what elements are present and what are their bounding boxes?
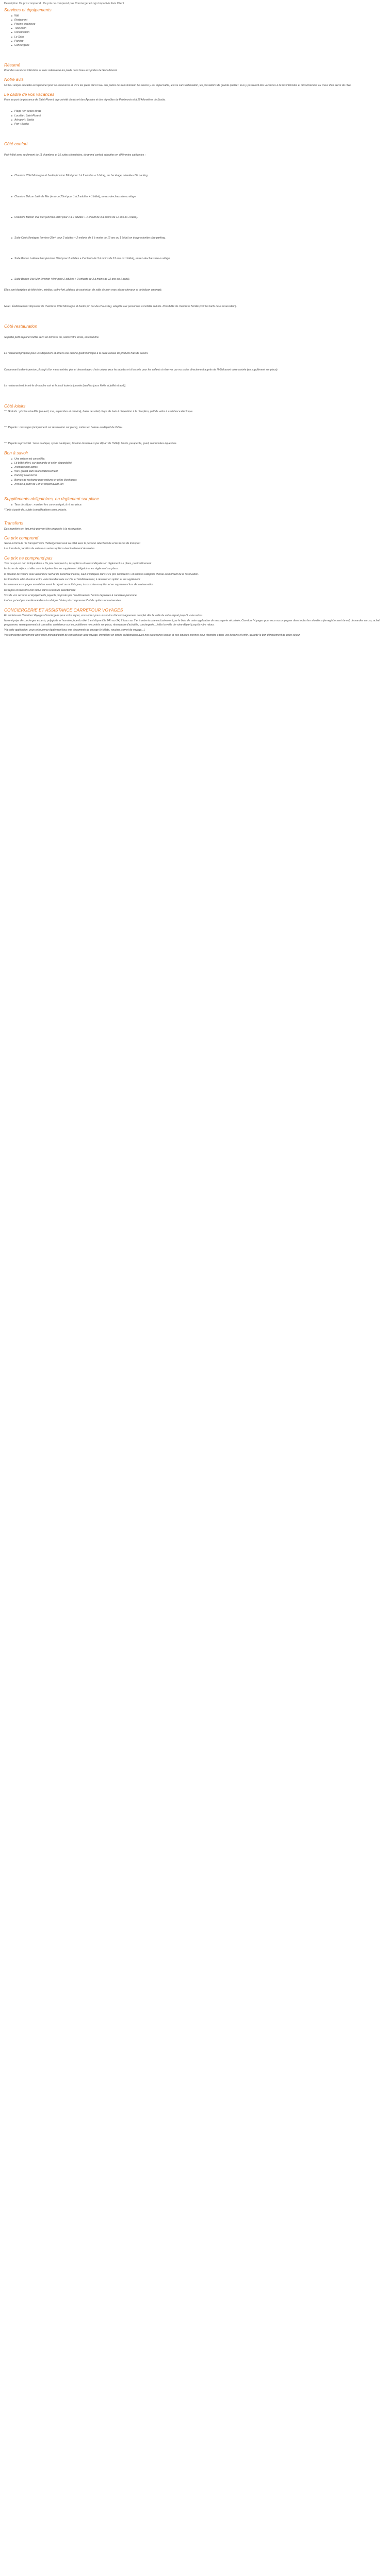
- chambre-item: Chambre Côté Montagne et Jardin (environ 20m² pour 1 à 2 adultes + 1 bébé), au 1er étage, orientée côté parking.: [11, 174, 387, 178]
- prix-comprend-text-1: Selon la formule : le transport vers l’hébergement veut ou billet avec la pension sélectionnée et les taxes de transport: [4, 541, 140, 545]
- confort-text: Petit hôtel avec seulement de 11 chambres et 15 suites climatisées, de grand confort, réparties en différentes catégories :: [4, 154, 145, 157]
- suite-item: Suite Côté Montagne (environ 28m² pour 2 adultes + 2 enfants de 3 à moins de 12 ans ou 1 bébé) en étage orientée côté parking.: [11, 236, 387, 240]
- resume-text: Pour des vacances intimistes et sans ostentation les pieds dans l’eau aux portes de Saint-Florent: [4, 69, 118, 73]
- supplements-heading: Suppléments obligatoires, en règlement sur place: [4, 496, 99, 501]
- supplements-list: [11, 503, 387, 507]
- prix-comprend-text-2: Les transferts, location de voiture ou autres options éventuellement réservées.: [4, 547, 95, 551]
- supplements-note: *Tarifs à partir de, sujets à modifications sans préavis.: [4, 509, 67, 512]
- notre-avis-heading: Notre avis: [4, 77, 24, 82]
- chambre-item: Chambre Balcon Vue Mer (environ 20m² pour 1 à 2 adultes + 1 enfant de 3 à moins de 12 ans ou 1 bébé).: [11, 215, 387, 219]
- service-item: Restaurant: [11, 18, 387, 22]
- cadre-heading: Le cadre de vos vacances: [4, 91, 55, 97]
- bon-a-savoir-item: Lit bébé offert, sur demande et selon disponibilité: [11, 461, 387, 465]
- prix-ne-comprend-text-3: la location de voiture avec assurance rachat de franchise incluse, sauf si indiquée dans « ce prix comprend » et selon la catégorie choisie au moment de la réservation.: [4, 572, 199, 576]
- bon-a-savoir-item: Bornes de recharge pour voitures et vélos électriques: [11, 478, 387, 482]
- bon-a-savoir-item: WIFI gratuit dans tout l’établissement: [11, 469, 387, 473]
- prix-ne-comprend-text-5: les assurances voyages annulation avant le départ ou multirisques, à souscrire en option et en supplément lors de la réservation.: [4, 583, 154, 587]
- service-item: Le Salut: [11, 35, 387, 39]
- chambre-list-1: [11, 174, 387, 178]
- conciergerie-text-4: Vos concierge deviennent ainsi votre principal point de contact tout votre voyage, travaillant en étroite collaboration avec nos partenaires locaux et nos équipes internes pour répondre à tous vos besoins et enfin, garantir le bon déroulement de votre séjour.: [4, 634, 301, 637]
- resto-text-2: Le restaurant propose pour vos déjeuners et dîners une cuisine gastronomique à la carte à base de produits frais de saison.: [4, 352, 149, 355]
- prix-ne-comprend-text-1: Tout ce qui est non indiqué dans « Ce prix comprend », les options et taxes indiquées en règlement sur place, particulièrement: [4, 562, 152, 565]
- bon-a-savoir-item: Animaux non admis: [11, 465, 387, 469]
- prix-ne-comprend-text-2: les taxes de séjour, si elles sont indiquées être en supplément obligatoires en règlement sur place.: [4, 567, 119, 571]
- chambre-list-3: [11, 215, 387, 219]
- service-item: Télévision: [11, 26, 387, 30]
- suite-list-1: [11, 236, 387, 240]
- cadre-item: Aéroport : Bastia: [11, 118, 387, 122]
- transferts-heading: Transferts: [4, 520, 24, 526]
- supplement-item: Taxe de séjour : montant lors communiqué, à ré sur place.: [11, 503, 387, 507]
- chambre-item: Chambre Balcon Latérale Mer (environ 20m² pour 1 à 2 adultes + 1 bébé), en rez-de-chaussée ou étage.: [11, 195, 387, 199]
- breadcrumb-intro: Description Ce prix comprend : Ce prix ne comprend pas Conciergerie Logo Impadivie Avis Client: [4, 2, 124, 5]
- prix-ne-comprend-text-8: tout ce qui est pas mentionné dans la rubrique “Votre prix comprennent” et de options non réservées: [4, 599, 121, 603]
- loisirs-text-2: *** Payants : massages (uniquement sur réservation sur place), sorties en bateau au départ de l’hôtel.: [4, 426, 123, 430]
- service-item: Conciergerie: [11, 43, 387, 47]
- resto-text-4: Le restaurant est fermé le dimanche soir et le lundi toute la journée (sauf les jours fériés et juillet et août).: [4, 384, 126, 388]
- notre-avis-text: Un lieu unique au cadre exceptionnel pour se ressourcer et vivre les pieds dans l’eau aux portes de Saint-Florent. Le service y est impeccable, le luxe sans ostentation, les prestations de grande qualité : tous y passeront des vacances à la fois intimistes et décontractées au creux d’un décor de rêve.: [4, 83, 352, 87]
- suite-list-2: [11, 257, 387, 261]
- prix-ne-comprend-text-7: Vos de vos services et équipements payants proposés par l’établissement hormis dépenses à caractère personnel: [4, 594, 137, 598]
- cadre-item: Plage : en accès direct: [11, 109, 387, 113]
- services-heading: Services et équipements: [4, 7, 52, 12]
- loisirs-text-3: *** Payants à proximité : base nautique, sports nautiques, location de bateaux (au départ de l’hôtel), tennis, parapente, quad, randonnées équestres.: [4, 442, 177, 446]
- bon-a-savoir-item: Une voiture est conseillée.: [11, 457, 387, 461]
- service-item: Parking: [11, 39, 387, 43]
- bon-a-savoir-item: Parking privé fermé: [11, 473, 387, 478]
- resto-text-3: Concernant la demi-pension, il s’agit d’un menu entrée, plat et dessert avec choix unique pour les adultes et à la carte pour les enfants à réserver par vos soins directement auprès de l’hôtel avant votre arrivée (en supplément sur place).: [4, 368, 279, 371]
- transferts-text: Des transferts en taxi privé peuvent être proposés à la réservation.: [4, 527, 82, 531]
- prix-ne-comprend-text-6: les repas et boissons non inclus dans la formule sélectionnée: [4, 588, 76, 592]
- suite-item: Suite Balcon Vue Mer (environ 40m² pour 2 adultes + 3 enfants de 3 à moins de 12 ans ou 1 bébé).: [11, 277, 387, 281]
- conciergerie-text-2: Notre équipe de concierges experts, polyglotte et humaine joue du rôle! 1 est disponible 24h sur 24, 7 jours sur 7 et à votre écoute exclusivement par le biais de notre application de messagerie sécurisée, Carrefour Voyages pour vous accompagner dans toutes les situations (enregistrement de vol, demandes en cas, achat programme, renseignements à connaître, assistance sur les problèmes rencontrés sur place, réservation d’activités, conciergerie,...) dès la veille de votre départ jusqu’à votre retour.: [4, 619, 380, 626]
- resto-text-1: Superbe petit déjeuner buffet servi en terrasse ou, selon votre envie, en chambre.: [4, 336, 100, 340]
- conciergerie-heading: CONCIERGERIE ET ASSISTANCE CARREFOUR VOYAGES: [4, 607, 123, 613]
- suite-list-3: [11, 277, 387, 281]
- cadre-item: Port : Bastia: [11, 122, 387, 126]
- prix-ne-comprend-text-4: les transferts aller et retour entre votre lieu d’arrivée sur l’île et l’établissement, à réserver en option et en supplément: [4, 578, 140, 581]
- bon-a-savoir-heading: Bon à savoir: [4, 450, 28, 455]
- bon-a-savoir-list: [11, 457, 387, 486]
- prix-ne-comprend-heading: Ce prix ne comprend pas: [4, 555, 53, 561]
- service-item: Piscine extérieure: [11, 22, 387, 26]
- cadre-item: Localité : Saint-Florent: [11, 114, 387, 118]
- confort-note: Note : Établissement disposant de chambres Côté Montagne et Jardin (en rez-de-chaussée), adaptée aux personnes à mobilité réduite. Possibilité de chambres famille (voir les tarifs de la réservation).: [4, 304, 237, 308]
- cadre-list: [11, 109, 387, 126]
- resume-heading: Résumé: [4, 62, 21, 68]
- service-item: Wifi: [11, 14, 387, 18]
- conciergerie-text-1: En choisissant Carrefour Voyages Conciergerie pour votre séjour, vous optez pour un service d’accompagnement complet dès la veille de votre départ jusqu’à votre retour.: [4, 614, 203, 617]
- restauration-heading: Côté restauration: [4, 324, 38, 329]
- service-item: Climatisation: [11, 30, 387, 35]
- services-list: [11, 14, 387, 47]
- confort-heading: Côté confort: [4, 141, 28, 146]
- suite-item: Suite Balcon Latérale Mer (environ 30m² pour 2 adultes + 2 enfants de 3 à moins de 12 ans ou 1 bébé), en rez-de-chaussée ou étage.: [11, 257, 387, 261]
- chambre-list-2: [11, 195, 387, 199]
- confort-equipment-text: Elles sont équipées de télévision, minibar, coffre-fort, plateau de courtoisie, de salle de bain avec sèche-cheveux et de balcon ombragé.: [4, 289, 162, 292]
- prix-comprend-heading: Ce prix comprend: [4, 535, 39, 540]
- bon-a-savoir-item: Arrivée à partir de 15h et départ avant 11h: [11, 482, 387, 486]
- loisirs-text-1: *** Gratuits : piscine chauffée (en avril, mai, septembre et octobre), bains de soleil, draps de bain à disposition à la réception, prêt de vélos à assistance électrique.: [4, 410, 193, 413]
- loisirs-heading: Côté loisirs: [4, 403, 26, 409]
- hotel-description: [0, 0, 391, 639]
- conciergerie-text-3: Via cette application, vous retrouverez également tous vos documents de voyage (e-billets, voucher, carnet de voyage...).: [4, 629, 145, 632]
- cadre-text: Face au port de plaisance de Saint-Florent, à proximité du désert des Agriates et des vignobles de Patrimonio et à 28 kilomètres de Bastia.: [4, 98, 166, 102]
